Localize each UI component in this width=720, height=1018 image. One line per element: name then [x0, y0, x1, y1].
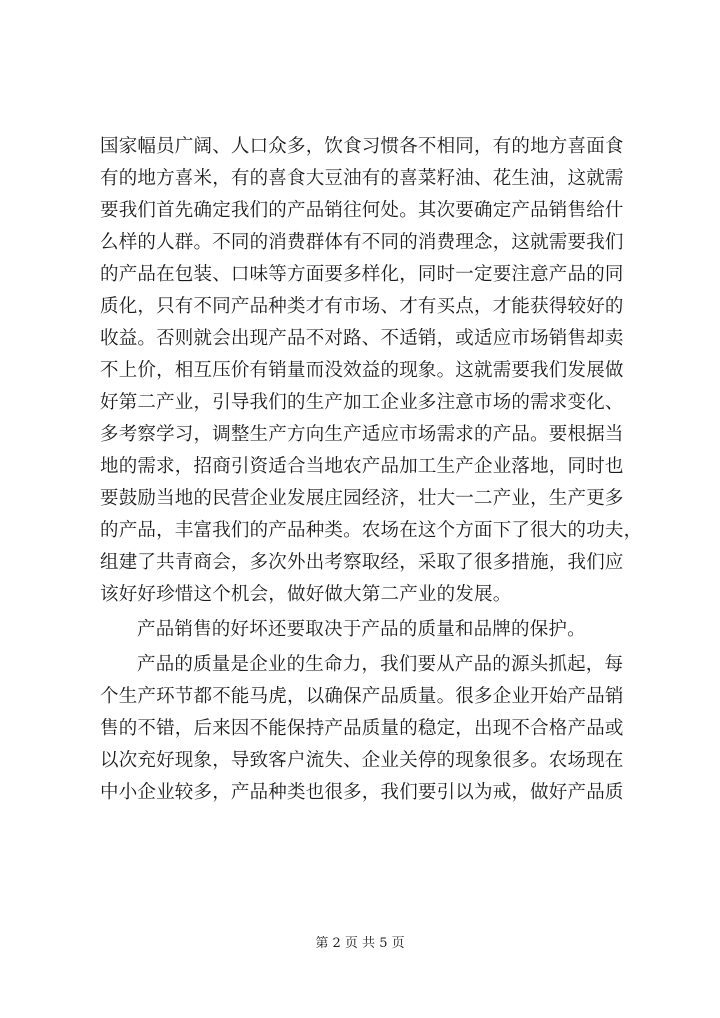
- text-line: 的产品在包装、口味等方面要多样化，同时一定要注意产品的同: [100, 264, 624, 285]
- text-line: 地的需求，招商引资适合当地农产品加工生产企业落地，同时也: [100, 456, 624, 477]
- text-line: 该好好珍惜这个机会，做好做大第二产业的发展。: [100, 584, 512, 605]
- text-line: 不上价，相互压价有销量而没效益的现象。这就需要我们发展做: [100, 360, 624, 381]
- text-line: 国家幅员广阔、人口众多，饮食习惯各不相同，有的地方喜面食: [100, 136, 624, 157]
- text-line: 组建了共青商会，多次外出考察取经，采取了很多措施，我们应: [100, 552, 624, 573]
- text-line: 的产品，丰富我们的产品种类。农场在这个方面下了很大的功夫，: [100, 520, 643, 541]
- paragraph-1: [100, 131, 660, 611]
- text-line: 要我们首先确定我们的产品销往何处。其次要确定产品销售给什: [100, 200, 624, 221]
- text-line: 要鼓励当地的民营企业发展庄园经济，壮大一二产业，生产更多: [100, 488, 624, 509]
- paragraph-2: [100, 614, 660, 646]
- text-line: 有的地方喜米，有的喜食大豆油有的喜菜籽油、花生油，这就需: [100, 168, 624, 189]
- document-body: [100, 131, 660, 809]
- page-indicator: 第 2 页 共 5 页: [315, 936, 405, 951]
- text-line: 个生产环节都不能马虎，以确保产品质量。很多企业开始产品销: [100, 686, 624, 707]
- text-line: 收益。否则就会出现产品不对路、不适销，或适应市场销售却卖: [100, 328, 624, 349]
- text-line: 产品销售的好坏还要取决于产品的质量和品牌的保护。: [137, 619, 586, 640]
- text-line: 好第二产业，引导我们的生产加工企业多注意市场的需求变化、: [100, 392, 624, 413]
- text-line: 产品的质量是企业的生命力，我们要从产品的源头抓起，每: [137, 654, 624, 675]
- text-line: 中小企业较多，产品种类也很多，我们要引以为戒，做好产品质: [100, 782, 624, 803]
- text-line: 质化，只有不同产品种类才有市场、才有买点，才能获得较好的: [100, 296, 624, 317]
- text-line: 售的不错，后来因不能保持产品质量的稳定，出现不合格产品或: [100, 718, 624, 739]
- text-line: 么样的人群。不同的消费群体有不同的消费理念，这就需要我们: [100, 232, 624, 253]
- paragraph-3: [100, 649, 660, 809]
- text-line: 多考察学习，调整生产方向生产适应市场需求的产品。要根据当: [100, 424, 624, 445]
- page-footer: [0, 935, 720, 953]
- text-line: 以次充好现象，导致客户流失、企业关停的现象很多。农场现在: [100, 750, 624, 771]
